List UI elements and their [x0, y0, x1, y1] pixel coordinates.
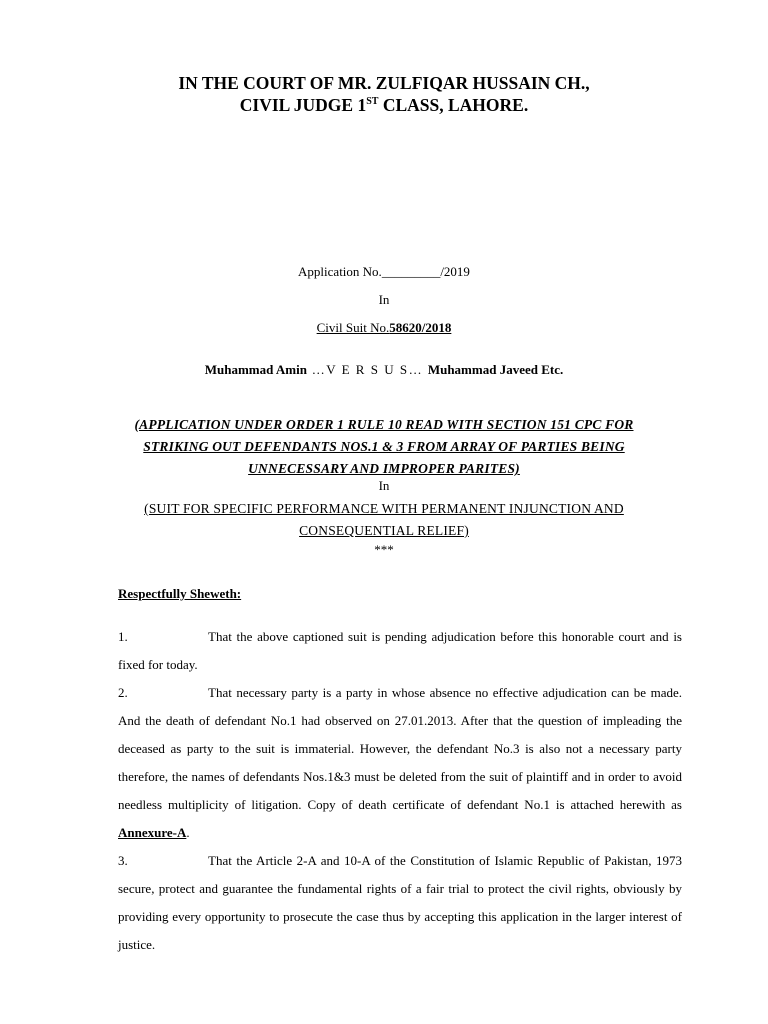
- application-year: /2019: [440, 264, 470, 279]
- annexure-reference: Annexure-A: [118, 825, 187, 840]
- versus-text: …V E R S U S…: [306, 362, 428, 377]
- civil-suit-label: Civil Suit No.: [316, 320, 390, 335]
- civil-suit-number: [0, 320, 768, 336]
- paragraph-end: .: [186, 825, 190, 840]
- suit-title-line2: CONSEQUENTIAL RELIEF): [299, 523, 469, 538]
- application-blank: _________: [381, 264, 441, 279]
- parties-line: [0, 362, 768, 378]
- application-number: [0, 264, 768, 280]
- court-header-line1: IN THE COURT OF MR. ZULFIQAR HUSSAIN CH.,: [178, 73, 590, 93]
- civil-suit-value: 58620/2018: [389, 320, 452, 335]
- application-title: [0, 414, 768, 480]
- paragraph-text: That the Article 2-A and 10-A of the Constitution of Islamic Republic of Pakistan, 1973 secure, protect and guarantee the fundamental rights of a fair trial to protect the civil rights, obviously by providing every opportunity to prosecute the case thus by accepting this application in the larger interest of justice.: [118, 853, 682, 952]
- plaintiff-name: Muhammad Amin: [204, 362, 307, 377]
- court-header: [0, 72, 768, 116]
- court-header-line2: [0, 94, 768, 116]
- application-label: Application No.: [298, 264, 382, 279]
- suit-title: [0, 498, 768, 542]
- court-header-superscript: ST: [366, 96, 379, 107]
- salutation: Respectfully Sheweth:: [118, 586, 242, 601]
- paragraph-text: That necessary party is a party in whose absence no effective adjudication can be made. And the death of defendant No.1 had observed on 27.01.2013. After that the question of impleading the deceased as party to the suit is immaterial. However, the defendant No.3 is also not a necessary party therefore, the names of defendants Nos.1&3 must be deleted from the suit of plaintiff and in order to avoid needless multiplicity of litigation. Copy of death certificate of defendant No.1 is attached herewith as: [118, 685, 682, 812]
- court-header-line2-text: CIVIL JUDGE 1: [239, 95, 367, 115]
- application-title-line1: (APPLICATION UNDER ORDER 1 RULE 10 READ WITH SECTION 151 CPC FOR: [134, 417, 634, 432]
- separator-stars: ***: [374, 542, 394, 557]
- paragraph-3: [118, 847, 682, 959]
- in-connector-1: In: [378, 292, 390, 307]
- paragraph-1: [118, 623, 682, 679]
- application-title-line3: UNNECESSARY AND IMPROPER PARITES): [248, 461, 520, 476]
- in-connector-2: In: [378, 478, 390, 493]
- defendant-name: Muhammad Javeed Etc.: [427, 362, 564, 377]
- paragraph-text: That the above captioned suit is pending adjudication before this honorable court and is fixed for today.: [118, 629, 682, 672]
- paragraph-2: [118, 679, 682, 847]
- paragraph-number: 2.: [118, 685, 128, 700]
- suit-title-line1: (SUIT FOR SPECIFIC PERFORMANCE WITH PERMANENT INJUNCTION AND: [144, 501, 624, 516]
- paragraph-number: 1.: [118, 629, 128, 644]
- application-title-line2: STRIKING OUT DEFENDANTS NOS.1 & 3 FROM ARRAY OF PARTIES BEING: [143, 439, 625, 454]
- court-header-line2-tail: CLASS, LAHORE.: [378, 95, 529, 115]
- paragraph-number: 3.: [118, 853, 128, 868]
